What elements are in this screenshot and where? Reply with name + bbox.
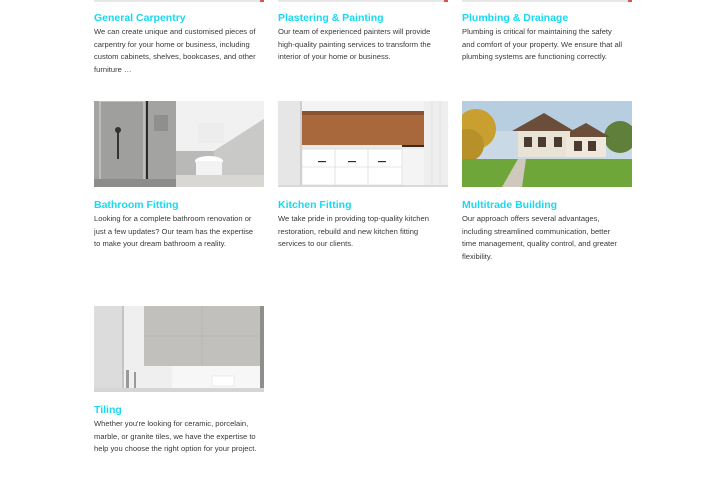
service-title[interactable]: Kitchen Fitting [278, 199, 352, 211]
service-card-kitchen-fitting [278, 101, 448, 251]
service-card-tiling [94, 306, 264, 456]
house-photo[interactable] [462, 101, 632, 187]
bathroom-photo[interactable] [94, 101, 264, 187]
service-title[interactable]: Multitrade Building [462, 199, 558, 211]
service-card-plumbing-drainage [462, 0, 632, 64]
card-image-edge [278, 0, 448, 2]
service-description: Whether you're looking for ceramic, porcelain, marble, or granite tiles, we have the expertise to help you choose the right option for your project. [94, 419, 257, 454]
card-image-edge [462, 0, 632, 2]
service-description: Our team of experienced painters will provide high-quality painting services to transform the interior of your home or business. [278, 27, 431, 62]
service-title[interactable]: General Carpentry [94, 12, 186, 24]
service-card-general-carpentry [94, 0, 264, 76]
service-description: We can create unique and customised pieces of carpentry for your home or business, including custom cabinets, shelves, bookcases, and other furniture … [94, 27, 256, 74]
service-title[interactable]: Bathroom Fitting [94, 199, 179, 211]
card-image-edge [94, 0, 264, 2]
service-title[interactable]: Plumbing & Drainage [462, 12, 569, 24]
service-title[interactable]: Tiling [94, 404, 122, 416]
service-description: Looking for a complete bathroom renovation or just a few updates? Our team has the expertise to make your dream bathroom a reality. [94, 214, 254, 249]
service-card-multitrade-building [462, 101, 632, 263]
tiling-photo[interactable] [94, 306, 264, 392]
service-description: Our approach offers several advantages, including streamlined communication, better time management, quality control, and greater flexibility. [462, 214, 617, 261]
service-description: Plumbing is critical for maintaining the safety and comfort of your property. We ensure that all plumbing systems are functioning correctly. [462, 27, 623, 62]
service-description: We take pride in providing top-quality kitchen restoration, rebuild and new kitchen fitting services to our clients. [278, 214, 429, 249]
service-card-plastering-painting [278, 0, 448, 64]
service-title[interactable]: Plastering & Painting [278, 12, 384, 24]
kitchen-photo[interactable] [278, 101, 448, 187]
service-card-bathroom-fitting [94, 101, 264, 251]
